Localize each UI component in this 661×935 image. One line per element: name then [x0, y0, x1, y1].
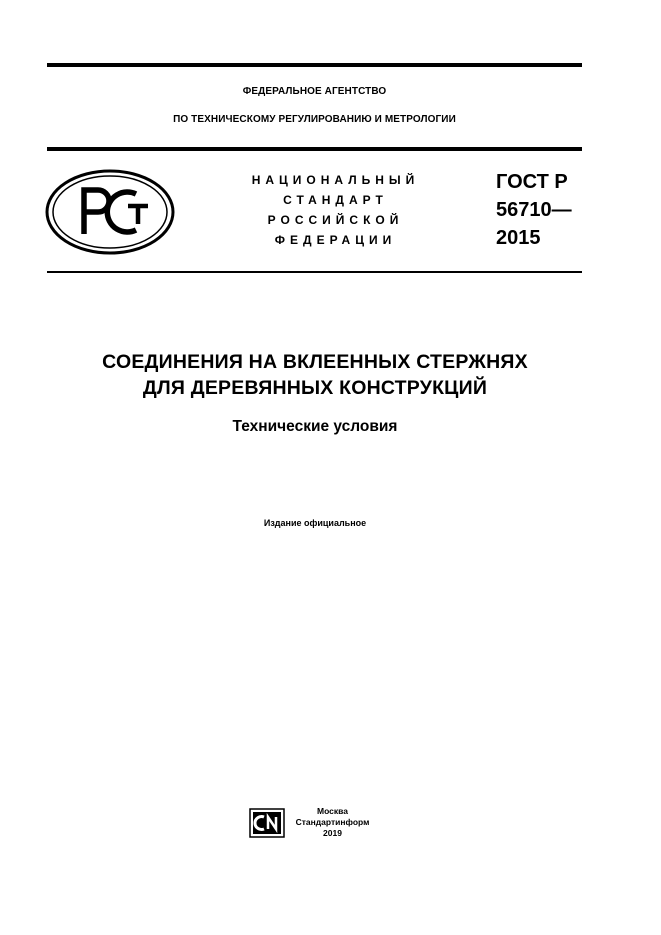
designation-line-2: 56710— — [496, 199, 572, 221]
standard-line-2: СТАНДАРТ — [283, 193, 388, 207]
header-rule — [47, 147, 582, 151]
standard-line-3: РОССИЙСКОЙ — [267, 213, 404, 227]
document-title — [40, 349, 590, 401]
standartinform-logo-icon — [249, 808, 285, 843]
title-line-1: СОЕДИНЕНИЯ НА ВКЛЕЕННЫХ СТЕРЖНЯХ — [102, 351, 528, 373]
agency-line-2: ПО ТЕХНИЧЕСКОМУ РЕГУЛИРОВАНИЮ И МЕТРОЛОГИИ — [173, 114, 456, 125]
gost-r-certification-mark-icon — [44, 168, 176, 261]
title-line-2: ДЛЯ ДЕРЕВЯННЫХ КОНСТРУКЦИЙ — [142, 377, 488, 399]
agency-line-1: ФЕДЕРАЛЬНОЕ АГЕНТСТВО — [242, 86, 387, 97]
standard-designation — [496, 168, 606, 252]
edition-label: Издание официальное — [263, 518, 367, 528]
document-subtitle: Технические условия — [232, 418, 398, 435]
designation-line-1: ГОСТ Р — [496, 171, 568, 193]
publisher-name: Стандартинформ — [295, 817, 370, 827]
block-rule — [47, 271, 582, 273]
top-rule — [47, 63, 582, 67]
national-standard-label — [228, 170, 443, 250]
standard-line-4: ФЕДЕРАЦИИ — [274, 233, 397, 247]
publisher-info — [290, 806, 375, 839]
standard-line-1: НАЦИОНАЛЬНЫЙ — [251, 173, 420, 187]
publisher-year: 2019 — [323, 828, 342, 838]
publisher-city: Москва — [317, 806, 348, 816]
designation-line-3: 2015 — [496, 227, 541, 249]
